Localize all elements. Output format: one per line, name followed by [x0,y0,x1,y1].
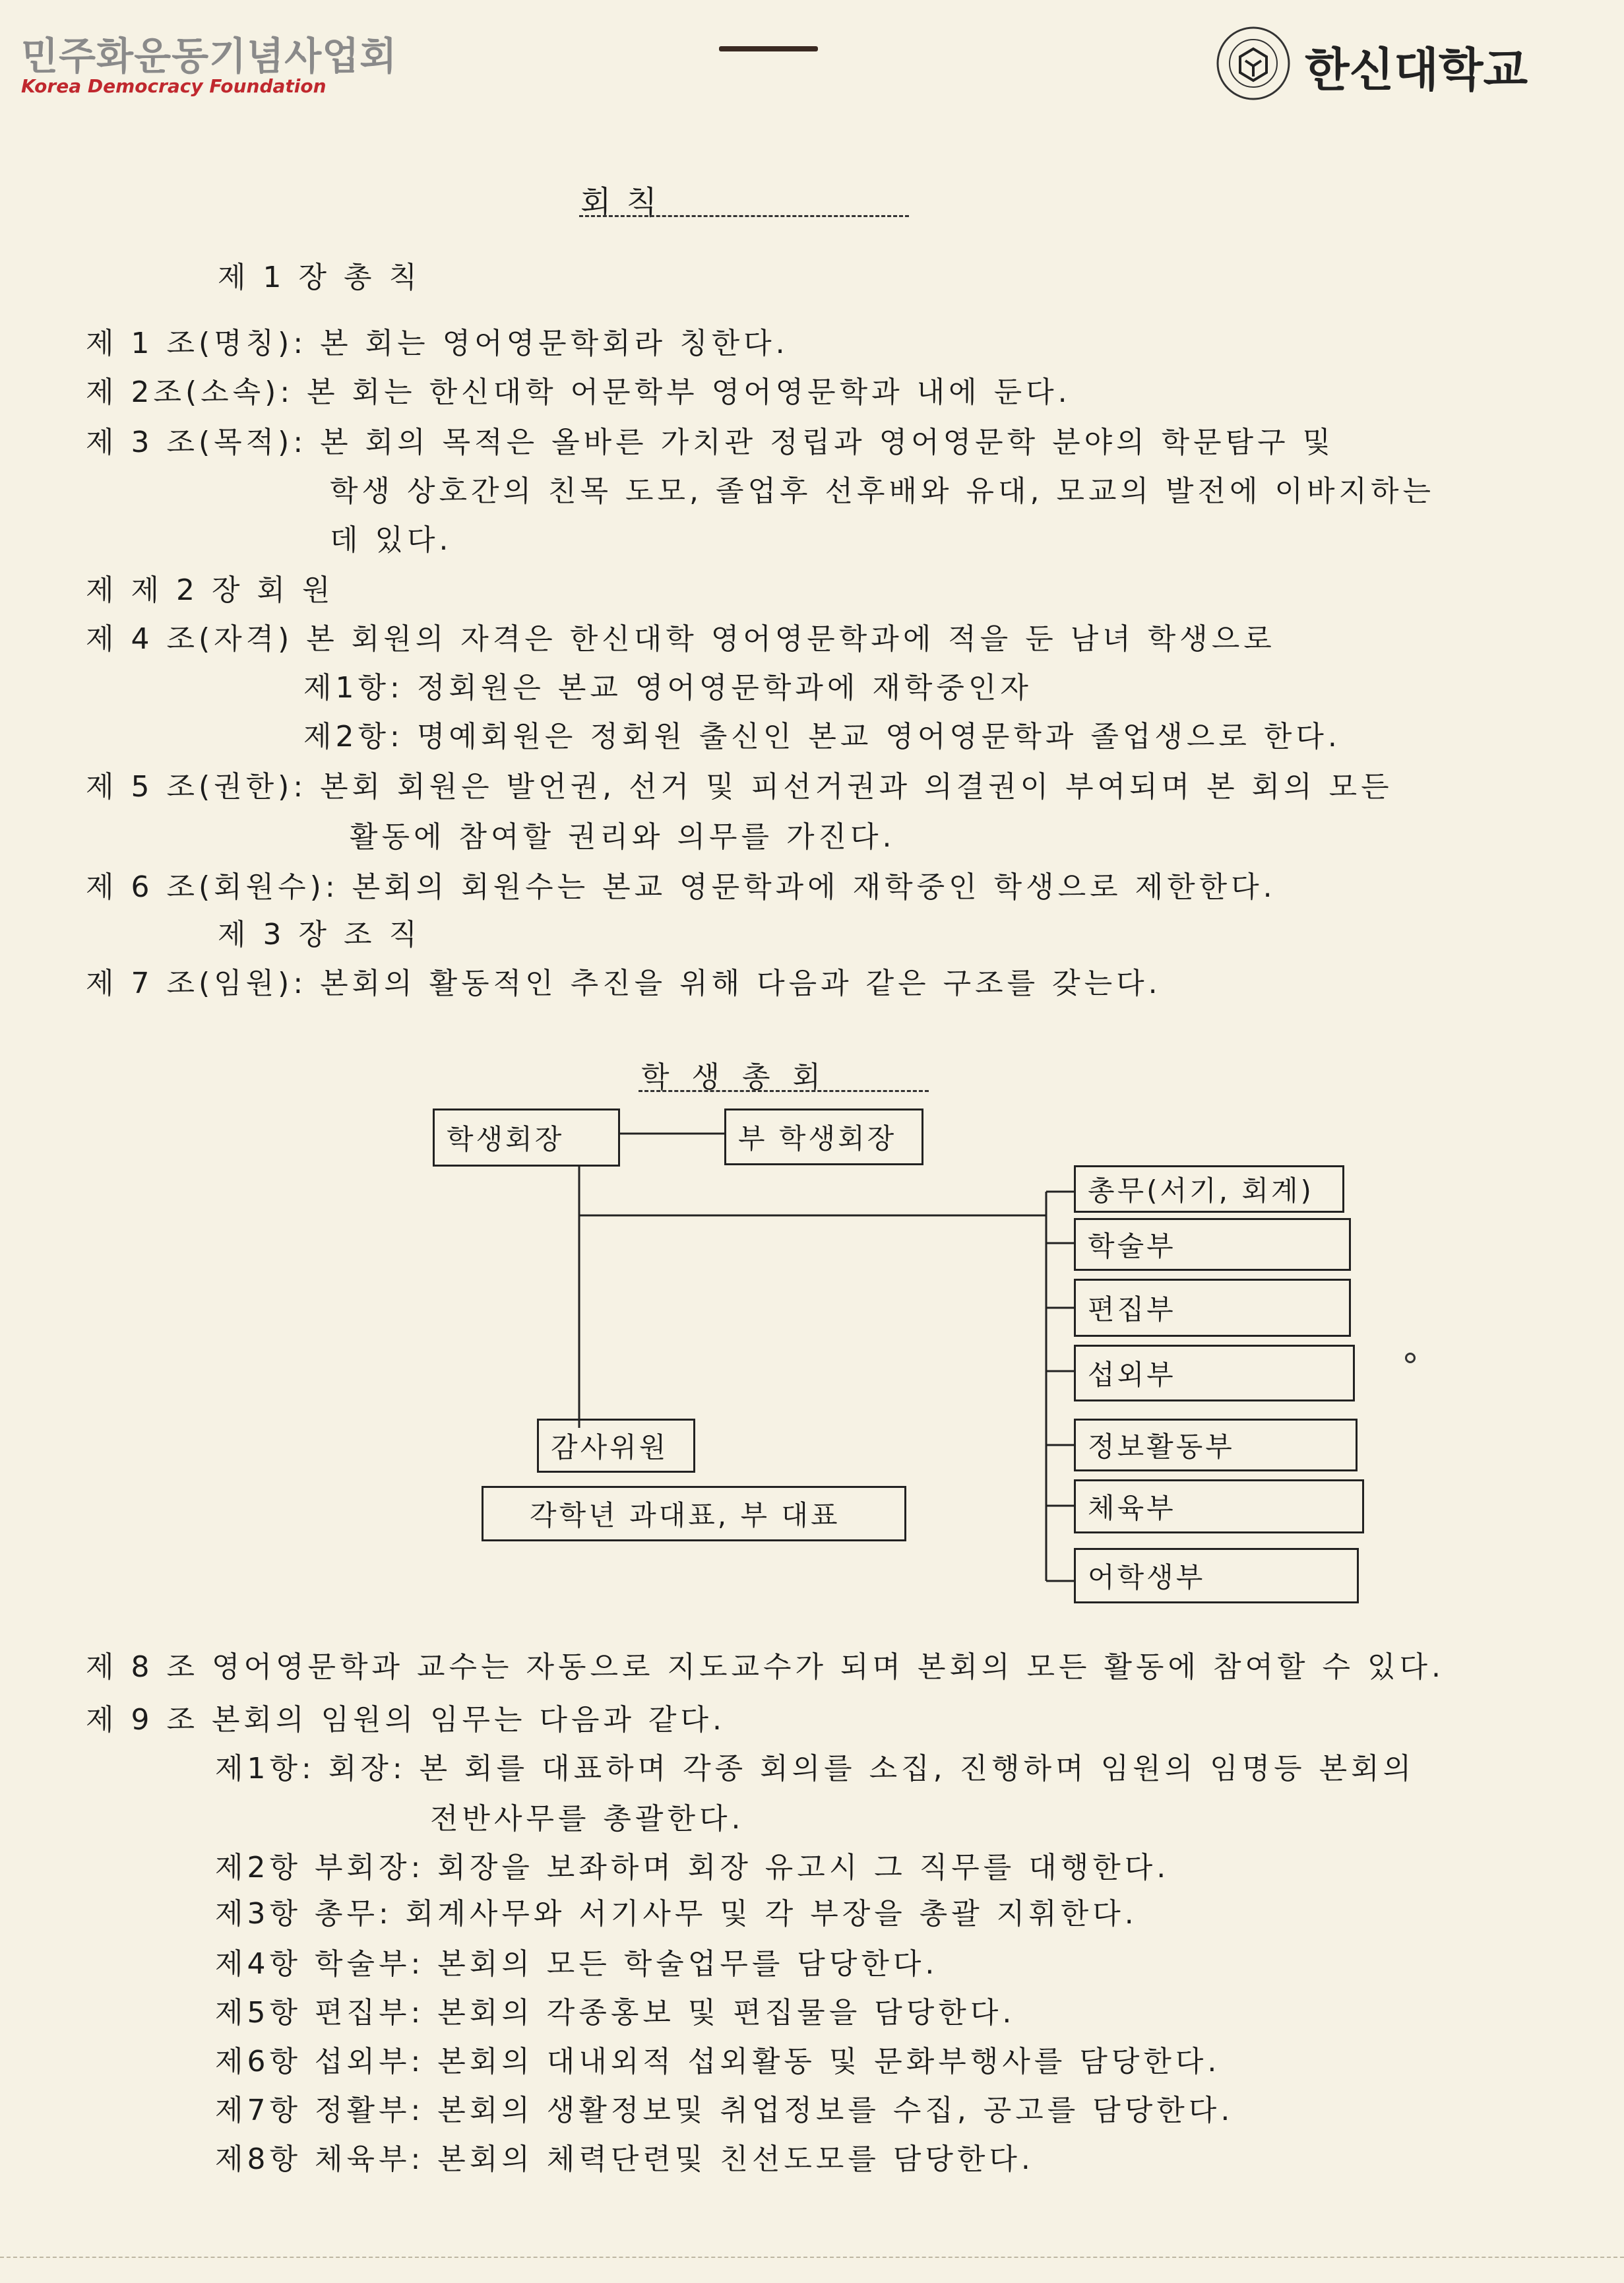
class-representatives-box [482,1486,906,1541]
article-3-line-1: 제 3 조(목적): 본 회의 목적은 올바른 가치관 정립과 영어영문학 분야의 학문탐구 및 [86,426,1335,459]
chapter-2-heading: 제 제 2 장 회 원 [86,573,334,607]
dept-editorial-box [1074,1279,1351,1337]
dept-academic-box [1074,1218,1351,1271]
org-chart-title: 학 생 총 회 [641,1060,827,1094]
duty-item-3: 제3항 총무: 회계사무와 서기사무 및 각 부장을 총괄 지휘한다. [215,1897,1138,1931]
dept-external-affairs-box [1074,1345,1355,1401]
stray-mark [1405,1353,1416,1363]
duty-item-6: 제6항 섭외부: 본회의 대내외적 섭외활동 및 문화부행사를 담당한다. [215,2045,1221,2078]
student-president-label: 학생회장 [447,1123,565,1155]
duty-item-8: 제8항 체육부: 본회의 체력단련및 친선도모를 담당한다. [215,2142,1034,2176]
article-4-item-2: 제2항: 명예회원은 정회원 출신인 본교 영어영문학과 졸업생으로 한다. [303,720,1341,754]
article-9: 제 9 조 본회의 임원의 임무는 다음과 같다. [86,1703,726,1737]
dept-information-box [1074,1419,1358,1471]
duty-item-7: 제7항 정활부: 본회의 생활정보및 취업정보를 수집, 공고를 담당한다. [215,2094,1234,2127]
class-representatives-label: 각학년 과대표, 부 대표 [530,1499,840,1531]
article-5-line-1: 제 5 조(권한): 본회 회원은 발언권, 선거 및 피선거권과 의결권이 부여되며 본 회의 모든 [86,770,1393,804]
chapter-1-heading: 제 1 장 총 칙 [218,261,421,294]
dept-sports-box [1074,1479,1364,1533]
article-7: 제 7 조(임원): 본회의 활동적인 추진을 위해 다음과 같은 구조를 갖는다. [86,967,1162,1000]
dept-sports-label: 체육부 [1088,1492,1176,1524]
dept-language-label: 어학생부 [1088,1561,1206,1593]
document-title: 회 칙 [580,184,660,221]
dept-editorial-label: 편집부 [1088,1293,1176,1326]
article-4-item-1: 제1항: 정회원은 본교 영어영문학과에 재학중인자 [303,671,1032,705]
duty-item-1-line-1: 제1항: 회장: 본 회를 대표하며 각종 회의를 소집, 진행하며 임원의 임명등 본회의 [215,1752,1416,1785]
article-3-line-2: 학생 상호간의 친목 도모, 졸업후 선후배와 유대, 모교의 발전에 이바지하는 [330,474,1435,508]
article-4: 제 4 조(자격) 본 회원의 자격은 한신대학 영어영문학과에 적을 둔 남녀 학생으로 [86,622,1276,656]
chapter-3-heading: 제 3 장 조 직 [218,918,421,951]
article-1: 제 1 조(명칭): 본 회는 영어영문학회라 칭한다. [86,327,789,360]
dept-external-affairs-label: 섭외부 [1088,1359,1176,1391]
article-2: 제 2조(소속): 본 회는 한신대학 어문학부 영어영문학과 내에 둔다. [86,375,1071,409]
foundation-name-korean: 민주화운동기념사업회 [21,34,398,79]
foundation-name-english: Korea Democracy Foundation [21,75,327,97]
duty-item-5: 제5항 편집부: 본회의 각종홍보 및 편집물을 담당한다. [215,1996,1016,2030]
university-name: 한신대학교 [1305,43,1528,97]
dept-general-affairs-label: 총무(서기, 회계) [1088,1174,1314,1207]
vice-president-label: 부 학생회장 [738,1122,897,1155]
article-5-line-2: 활동에 참여할 권리와 의무를 가진다. [350,820,896,854]
vice-president-box [724,1109,923,1165]
audit-committee-box [537,1419,695,1473]
article-6: 제 6 조(회원수): 본회의 회원수는 본교 영문학과에 재학중인 학생으로 제한한다. [86,870,1276,904]
audit-committee-label: 감사위원 [551,1431,669,1463]
dept-information-label: 정보활동부 [1088,1431,1235,1463]
duty-item-1-line-2: 전반사무를 총괄한다. [430,1802,745,1836]
dept-academic-label: 학술부 [1088,1230,1176,1262]
page-bottom-edge [0,2257,1624,2258]
duty-item-4: 제4항 학술부: 본회의 모든 학술업무를 담당한다. [215,1947,939,1981]
duty-item-2: 제2항 부회장: 회장을 보좌하며 회장 유고시 그 직무를 대행한다. [215,1851,1170,1884]
dept-general-affairs-box [1074,1165,1344,1213]
dept-language-box [1074,1548,1359,1603]
article-8: 제 8 조 영어영문학과 교수는 자동으로 지도교수가 되며 본회의 모든 활동에 참여할 수 있다. [86,1650,1445,1684]
student-president-box [433,1109,620,1167]
article-3-line-3: 데 있다. [330,523,453,557]
